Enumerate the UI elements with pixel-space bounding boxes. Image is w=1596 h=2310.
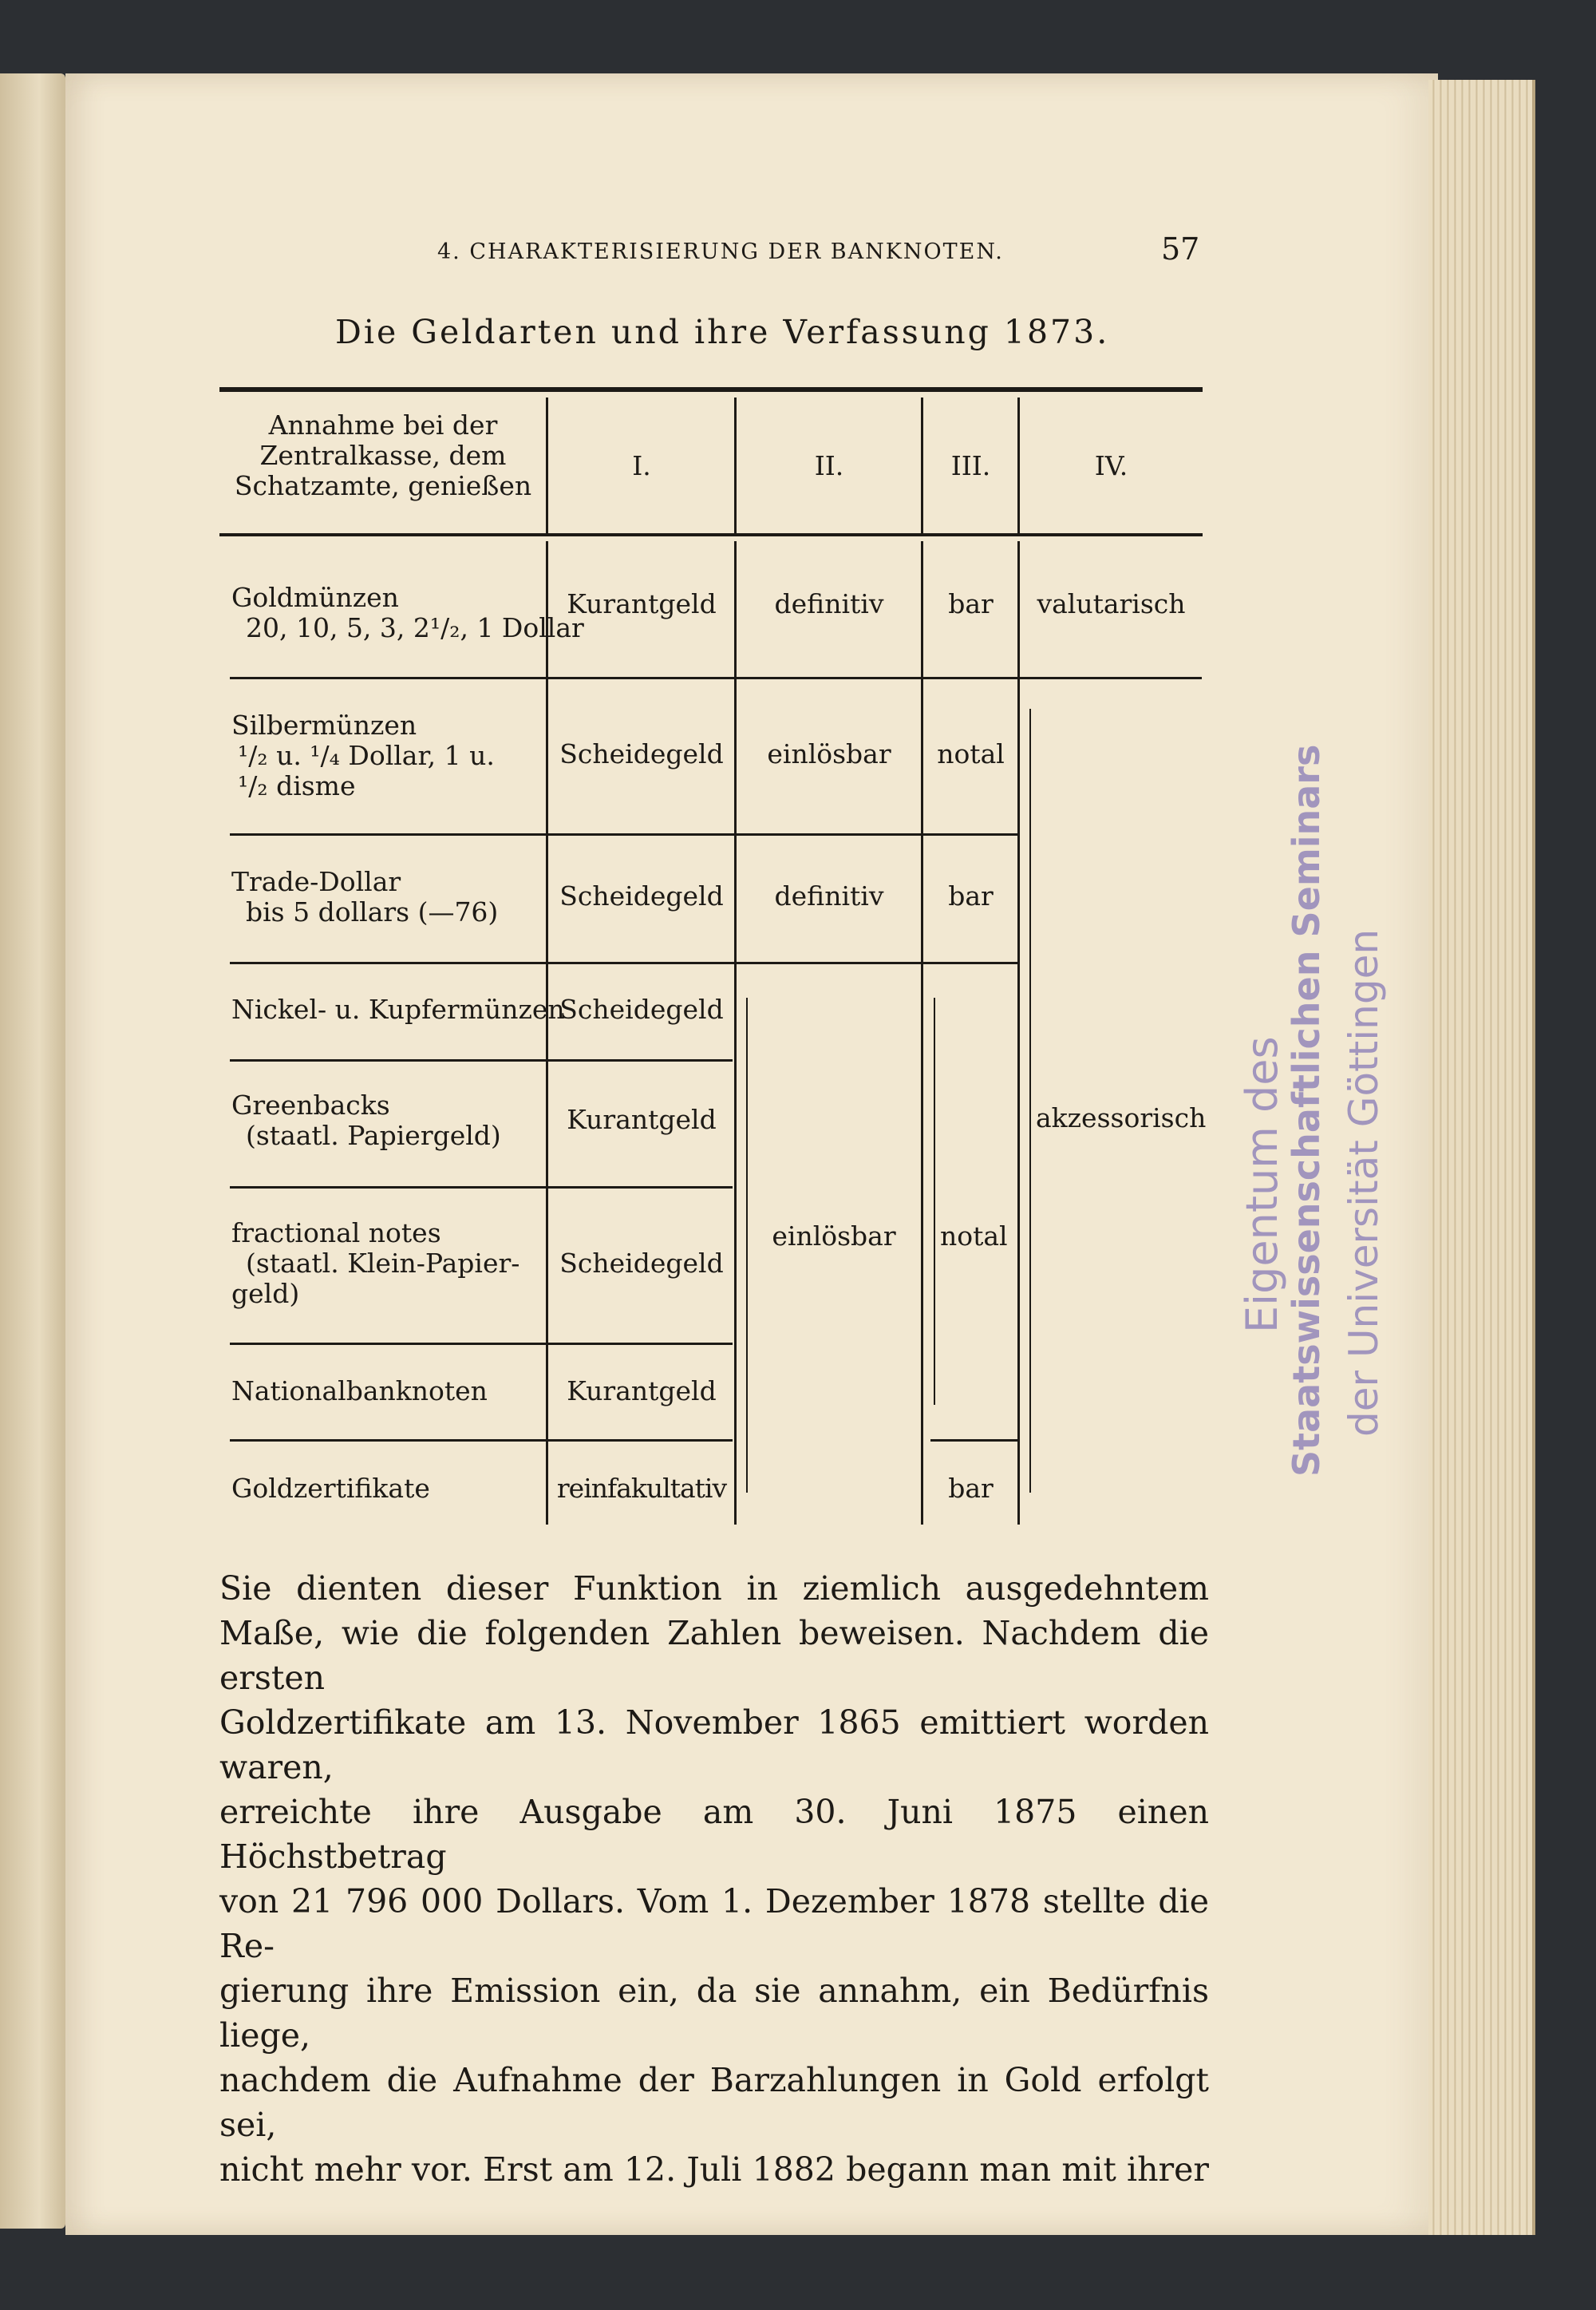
cell: Scheidegeld xyxy=(559,738,724,769)
cell: definitiv xyxy=(774,880,884,912)
column-header-1: I. xyxy=(632,450,651,481)
cell: einlösbar xyxy=(767,738,891,769)
text-line: erreichte ihre Ausgabe am 30. Juni 1875 einen Höchstbetrag xyxy=(219,1793,1209,1876)
row-label-greenbacks: Greenbacks (staatl. Papiergeld) xyxy=(231,1090,501,1151)
row-rule xyxy=(230,1343,733,1345)
row-label-nickel: Nickel- u. Kupfermünzen xyxy=(231,994,565,1025)
column-header-3: III. xyxy=(950,450,991,481)
cell: valutarisch xyxy=(1037,588,1186,619)
page-stack-edges xyxy=(1428,80,1535,2235)
group-brace xyxy=(1029,709,1031,1493)
header-bottom-rule xyxy=(219,533,1203,536)
cell: Scheidegeld xyxy=(559,880,724,912)
table-title: Die Geldarten und ihre Verfassung 1873. xyxy=(335,313,1110,351)
row-rule xyxy=(230,1186,733,1189)
row-label-goldzertifikate: Goldzertifikate xyxy=(231,1473,430,1504)
row-label-silbermuenzen: Silbermünzen ¹/₂ u. ¹/₄ Dollar, 1 u. ¹/₂ disme xyxy=(231,710,495,801)
column-rule xyxy=(734,541,737,1525)
library-stamp xyxy=(1221,744,1420,1477)
cell: bar xyxy=(948,880,994,912)
cell: definitiv xyxy=(774,588,884,619)
row-rule xyxy=(230,1059,733,1062)
group-brace xyxy=(934,998,935,1405)
text-line: Sie dienten dieser Funktion in ziemlich ausgedehntem xyxy=(219,1569,1209,1608)
cell: notal xyxy=(937,738,1005,769)
group-brace xyxy=(746,998,748,1493)
cell: Kurantgeld xyxy=(567,588,717,619)
column-rule xyxy=(1017,398,1020,533)
text-line: nachdem die Aufnahme der Barzahlungen in Gold erfolgt sei, xyxy=(219,2061,1209,2144)
cell: Kurantgeld xyxy=(567,1375,717,1406)
cell: Scheidegeld xyxy=(559,994,724,1025)
cell: bar xyxy=(948,588,994,619)
row-label-nationalbanknoten: Nationalbanknoten xyxy=(231,1375,488,1406)
stamp-line: Staatswissenschaftlichen Seminars xyxy=(1285,744,1328,1477)
row-label-trade-dollar: Trade-Dollar bis 5 dollars (—76) xyxy=(231,866,499,928)
table-top-rule xyxy=(219,387,1203,392)
running-head: 4. CHARAKTERISIERUNG DER BANKNOTEN. xyxy=(437,239,1004,264)
column-header-2: II. xyxy=(814,450,844,481)
text-line: von 21 796 000 Dollars. Vom 1. Dezember 1878 stellte die Re- xyxy=(219,1882,1209,1965)
row-label-goldmuenzen: Goldmünzen 20, 10, 5, 3, 2¹/₂, 1 Dollar xyxy=(231,582,584,643)
cell: Scheidegeld xyxy=(559,1248,724,1279)
grouped-cell-col2: einlösbar xyxy=(772,1220,896,1252)
column-rule xyxy=(921,541,923,1525)
cell: Kurantgeld xyxy=(567,1104,717,1135)
cell: bar xyxy=(948,1473,994,1504)
text-line: Goldzertifikate am 13. November 1865 emittiert worden waren, xyxy=(219,1703,1209,1786)
text-line: nicht mehr vor. Erst am 12. Juli 1882 begann man mit ihrer xyxy=(219,2150,1209,2189)
column-rule xyxy=(546,541,548,1525)
row-rule xyxy=(230,1439,733,1442)
body-paragraph xyxy=(219,1566,1209,2192)
row-rule xyxy=(230,833,1020,836)
stamp-line: Eigentum des xyxy=(1237,1036,1287,1333)
column-rule xyxy=(546,398,548,533)
text-line: Maße, wie die folgenden Zahlen beweisen. Nachdem die ersten xyxy=(219,1614,1209,1697)
row-label-fractional-notes: fractional notes (staatl. Klein-Papier- geld) xyxy=(231,1217,520,1309)
column-rule xyxy=(921,398,923,533)
stamp-line: der Universität Göttingen xyxy=(1341,928,1387,1437)
cell: reinfakultativ xyxy=(556,1473,727,1504)
grouped-cell-col3: notal xyxy=(940,1220,1008,1252)
row-rule xyxy=(930,1439,1020,1442)
column-rule xyxy=(734,398,737,533)
column-header-4: IV. xyxy=(1094,450,1128,481)
header-row-label: Annahme bei der Zentralkasse, dem Schatzamte, genießen xyxy=(234,409,532,501)
row-rule xyxy=(230,962,1020,964)
row-rule xyxy=(230,677,1202,679)
left-page-edge xyxy=(0,73,65,2229)
page-number: 57 xyxy=(1161,231,1200,267)
grouped-cell-col4: akzessorisch xyxy=(1036,1102,1207,1133)
column-rule xyxy=(1017,541,1020,1525)
text-line: gierung ihre Emission ein, da sie annahm, ein Bedürfnis liege, xyxy=(219,1972,1209,2055)
